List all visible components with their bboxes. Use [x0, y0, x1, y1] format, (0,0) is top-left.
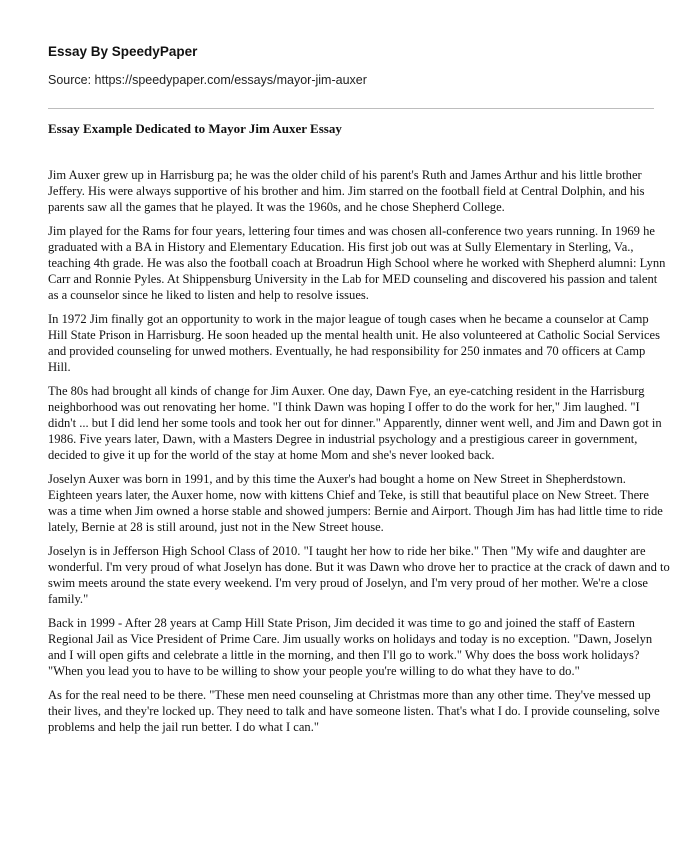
essay-paragraph: In 1972 Jim finally got an opportunity to work in the major league of tough cases when he became a counselor at Camp Hill State Prison in Harrisburg. He soon headed up the mental health unit. He also volunteered at Catholic Social Services and provided counseling for unwed mothers. Eventually, he had responsibility for 250 inmates and 70 officers at Camp Hill.	[48, 312, 660, 374]
source-line: Source: https://speedypaper.com/essays/mayor-jim-auxer	[48, 73, 367, 87]
essay-paragraph: As for the real need to be there. "These men need counseling at Christmas more than any other time. They've messed up their lives, and they're locked up. They need to talk and have someone listen. That's what I do. I provide counseling, solve problems and help the jail run better. I do what I can."	[48, 688, 660, 734]
essay-paragraph: Back in 1999 - After 28 years at Camp Hill State Prison, Jim decided it was time to go and joined the staff of Eastern Regional Jail as Vice President of Prime Care. Jim usually works on holidays and today is no exception. "Dawn, Joselyn and I will open gifts and celebrate a little in the morning, and then I'll go to work." Why does the boss work holidays? "When you lead you to have to be willing to show your people you're willing to do what they have to do."	[48, 616, 653, 678]
essay-paragraph: Jim played for the Rams for four years, lettering four times and was chosen all-conference two years running. In 1969 he graduated with a BA in History and Elementary Education. His first job out was at Sully Elementary in Sterling, Va., teaching 4th grade. He was also the football coach at Broadrun High School where he worked with Shepherd alumni: Lynn Carr and Ronnie Pyles. At Shippensburg University in the Lab for MED counseling and discovered his passion and talent as a counselor since he liked to listen and help to resolve issues.	[48, 224, 666, 302]
essay-body	[48, 168, 670, 744]
essay-paragraph: Joselyn is in Jefferson High School Class of 2010. "I taught her how to ride her bike." Then "My wife and daughter are wonderful. I'm very proud of what Joselyn has done. But it was Dawn who drove her to practice at the crack of dawn and to swim meets around the state every weekend. I'm very proud of Joselyn, and I'm very proud of her mother. We're a close family."	[48, 543, 670, 606]
essay-paragraph: Joselyn Auxer was born in 1991, and by this time the Auxer's had bought a home on New Street in Shepherdstown. Eighteen years later, the Auxer home, now with kittens Chief and Teke, is still that beautiful place on New Street. There was a time when Jim owned a horse stable and showed jumpers: Bernie and Airport. Though Jim has had little time to ride lately, Bernie at 28 is still around, just not in the New Street house.	[48, 471, 663, 534]
header-title: Essay By SpeedyPaper	[48, 44, 198, 59]
essay-paragraph: The 80s had brought all kinds of change for Jim Auxer. One day, Dawn Fye, an eye-catching resident in the Harrisburg neighborhood was out renovating her home. "I think Dawn was hoping I offer to do the work for her," Jim laughed. "I didn't ... but I did lend her some tools and took her out for dinner." Apparently, dinner went well, and Jim and Dawn got in 1986. Five years later, Dawn, with a Masters Degree in industrial psychology and a prestigious career in government, decided to give it up for the world of the stay at home Mom and she's never looked back.	[48, 384, 662, 462]
essay-paragraph: Jim Auxer grew up in Harrisburg pa; he was the older child of his parent's Ruth and James Arthur and his little brother Jeffery. His were always supportive of his brother and him. Jim starred on the football field at Central Dolphin, and his parents saw all the games that he played. It was the 1960s, and he chose Shepherd College.	[48, 168, 645, 214]
divider	[48, 108, 654, 109]
essay-title: Essay Example Dedicated to Mayor Jim Auxer Essay	[48, 121, 342, 136]
